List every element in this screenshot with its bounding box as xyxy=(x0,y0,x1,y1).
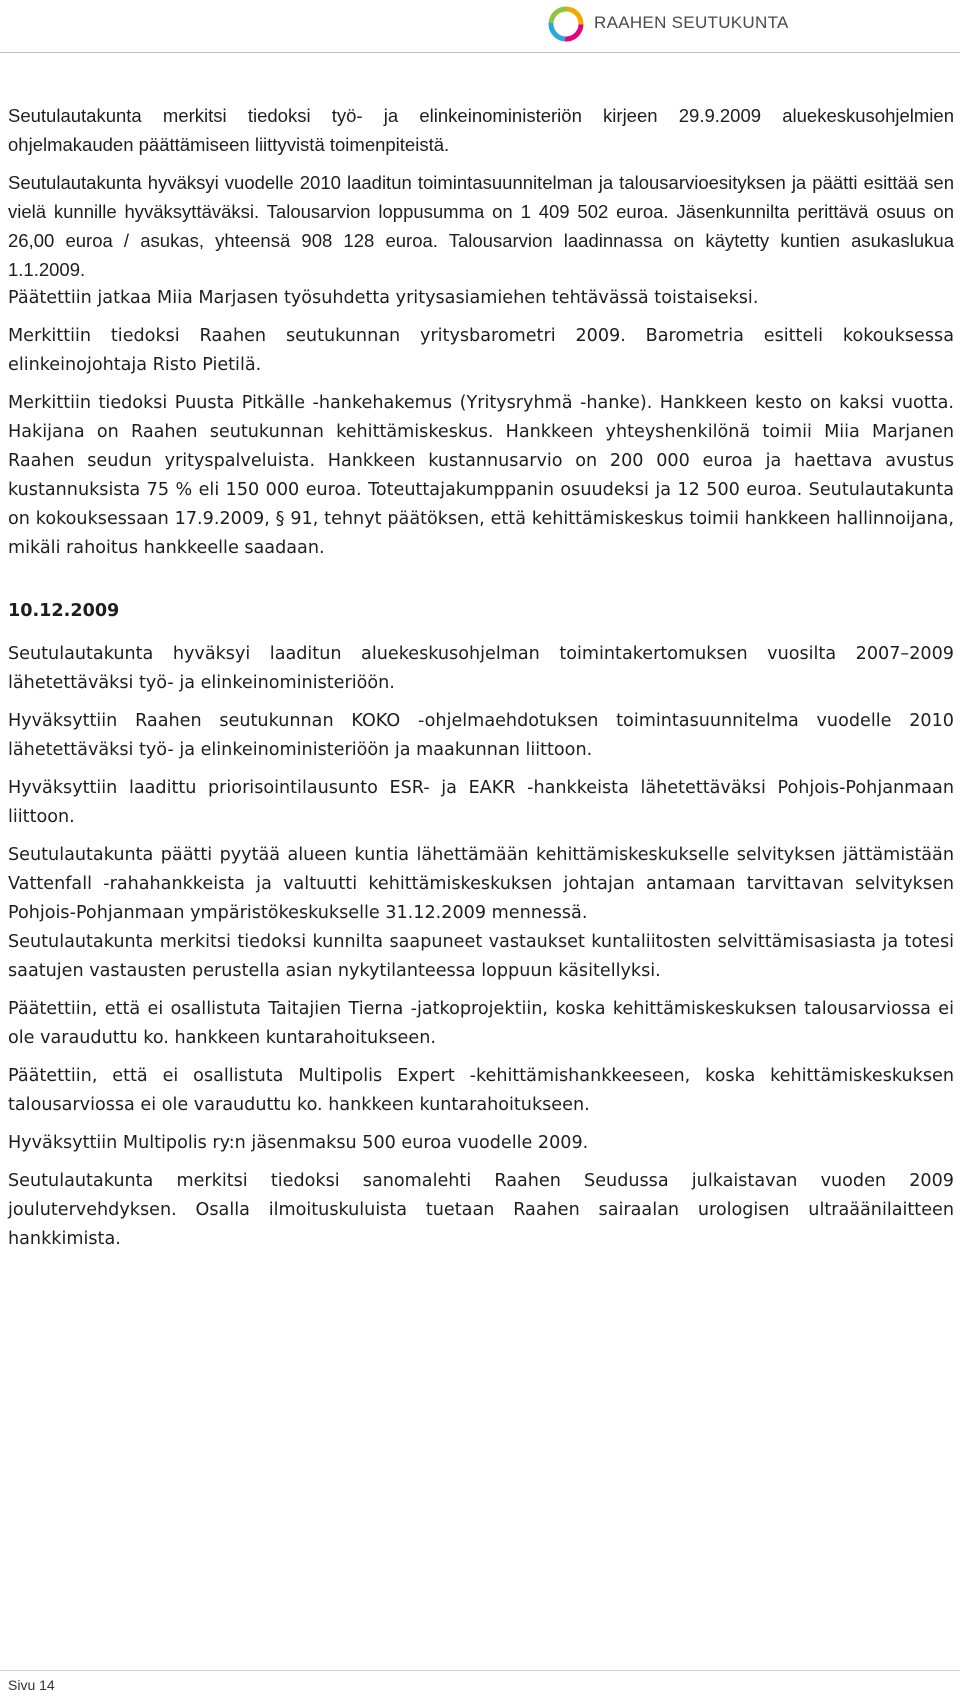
paragraph: Hyväksyttiin laadittu priorisointilausunto ESR- ja EAKR -hankkeista lähetettäväksi Pohjois-Pohjanmaan liittoon. xyxy=(8,778,954,827)
paragraph: Päätettiin, että ei osallistuta Multipolis Expert -kehittämishankkeeseen, koska kehittämiskeskuksen talousarviossa ei ole varauduttu ko. hankkeen kuntarahoitukseen. xyxy=(8,1066,954,1115)
paragraph: Merkittiin tiedoksi Puusta Pitkälle -hankehakemus (Yritysryhmä -hanke). Hankkeen kesto on kaksi vuotta. Hakijana on Raahen seutukunnan kehittämiskeskus. Hankkeen yhteyshenkilönä toimii Miia Marjanen Raahen seudun yrityspalveluista. Hankkeen kustannusarvio on 200 000 euroa ja haettava avustus kustannuksista 75 % eli 150 000 euroa. Toteuttajakumppanin osuudeksi ja 12 500 euroa. Seutulautakunta on kokouksessaan 17.9.2009, § 91, tehnyt päätöksen, että kehittämiskeskus toimii hankkeen hallinnoijana, mikäli rahoitus hankkeelle saadaan. xyxy=(8,393,954,558)
paragraph: Merkittiin tiedoksi Raahen seutukunnan yritysbarometri 2009. Barometria esitteli kokouksessa elinkeinojohtaja Risto Pietilä. xyxy=(8,326,954,375)
paragraph: Seutulautakunta merkitsi tiedoksi työ- ja elinkeinoministeriön kirjeen 29.9.2009 aluekeskusohjelmien ohjelmakauden päättämiseen liittyvistä toimenpiteistä. xyxy=(8,105,954,155)
section-date-heading: 10.12.2009 xyxy=(8,601,120,621)
paragraph: Päätettiin jatkaa Miia Marjasen työsuhdetta yritysasiamiehen tehtävässä toistaiseksi. xyxy=(8,288,759,308)
document-body xyxy=(8,101,954,1263)
paragraph: Seutulautakunta päätti pyytää alueen kuntia lähettämään kehittämiskeskukselle selvityksen jättämistään Vattenfall -rahahankkeista ja valtuutti kehittämiskeskuksen johtajan antamaan tarvittavan selvityksen Pohjois-Pohjanmaan ympäristökeskukselle 31.12.2009 mennessä. xyxy=(8,845,954,923)
page-number: Sivu 14 xyxy=(8,1677,55,1693)
header-divider xyxy=(0,52,960,53)
paragraph: Seutulautakunta merkitsi tiedoksi sanomalehti Raahen Seudussa julkaistavan vuoden 2009 joulutervehdyksen. Osalla ilmoituskuluista tuetaan Raahen sairaalan urologisen ultraäänilaitteen hankkimista. xyxy=(8,1171,954,1249)
paragraph: Hyväksyttiin Multipolis ry:n jäsenmaksu 500 euroa vuodelle 2009. xyxy=(8,1133,589,1153)
ring-logo-icon xyxy=(544,2,588,46)
footer-divider xyxy=(0,1670,960,1671)
brand-name: RAAHEN SEUTUKUNTA xyxy=(594,13,789,32)
paragraph: Päätettiin, että ei osallistuta Taitajien Tierna -jatkoprojektiin, koska kehittämiskeskuksen talousarviossa ei ole varauduttu ko. hankkeen kuntarahoitukseen. xyxy=(8,999,954,1048)
paragraph: Seutulautakunta hyväksyi laaditun aluekeskusohjelman toimintakertomuksen vuosilta 2007–2009 lähetettäväksi työ- ja elinkeinoministeriöön. xyxy=(8,644,954,693)
paragraph: Seutulautakunta merkitsi tiedoksi kunnilta saapuneet vastaukset kuntaliitosten selvittämisasiasta ja totesi saatujen vastausten perustella asian nykytilanteessa loppuun käsitellyksi. xyxy=(8,932,954,981)
paragraph: Hyväksyttiin Raahen seutukunnan KOKO -ohjelmaehdotuksen toimintasuunnitelma vuodelle 2010 lähetettäväksi työ- ja elinkeinoministeriöön ja maakunnan liittoon. xyxy=(8,711,954,760)
page-header xyxy=(0,0,960,54)
paragraph: Seutulautakunta hyväksyi vuodelle 2010 laaditun toimintasuunnitelman ja talousarvioesityksen ja päätti esittää sen vielä kunnille hyväksyttäväksi. Talousarvion loppusumma on 1 409 502 euroa. Jäsenkunnilta perittävä osuus on 26,00 euroa / asukas, yhteensä 908 128 euroa. Talousarvion laadinnassa on käytetty kuntien asukaslukua 1.1.2009. xyxy=(8,172,954,280)
